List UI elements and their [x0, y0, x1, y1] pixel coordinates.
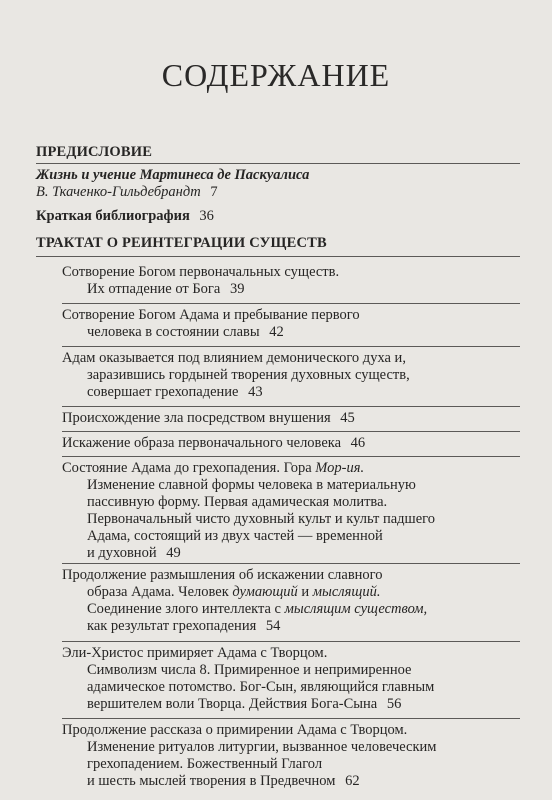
- toc-entry[interactable]: [62, 435, 520, 452]
- page-number: 46: [350, 435, 366, 451]
- entry-line: Первоначальный чисто духовный культ и культ падшего: [87, 511, 435, 527]
- entry-rule: [62, 641, 520, 642]
- entry-line: Изменение ритуалов литургии, вызванное человеческим: [87, 739, 437, 755]
- entry-line-text: Состояние Адама до грехопадения. Гора: [62, 460, 316, 476]
- entry-last-line: [36, 208, 520, 225]
- toc-entry[interactable]: [62, 722, 520, 790]
- entry-line: Изменение славной формы человека в материальную: [87, 477, 416, 493]
- entry-line: пассивную форму. Первая адамическая молитва.: [87, 494, 388, 510]
- section-heading-treatise: ТРАКТАТ О РЕИНТЕГРАЦИИ СУЩЕСТВ: [36, 235, 327, 251]
- section-heading-preface: ПРЕДИСЛОВИЕ: [36, 144, 153, 160]
- entry-rule: [62, 303, 520, 304]
- page-number: 43: [248, 384, 263, 400]
- entry-title: Краткая библиография: [36, 208, 190, 224]
- entry-rule: [62, 718, 520, 719]
- toc-entry[interactable]: [62, 460, 520, 562]
- entry-last-line: [62, 324, 520, 341]
- toc-entry[interactable]: [62, 307, 520, 341]
- toc-entry[interactable]: [62, 350, 520, 401]
- page-number: 36: [199, 208, 214, 224]
- section-rule: [36, 256, 520, 257]
- entry-rule: [62, 431, 520, 432]
- page-title: СОДЕРЖАНИЕ: [161, 57, 391, 93]
- toc-entry[interactable]: [62, 410, 520, 427]
- page-number: 56: [386, 696, 402, 712]
- entry-line-text: как результат грехопадения: [87, 618, 257, 634]
- toc-entry-life[interactable]: [36, 167, 520, 201]
- entry-line-text: Их отпадение от Бога: [87, 281, 221, 297]
- toc-entry[interactable]: [62, 567, 520, 635]
- entry-line: заразившись гордыней творения духовных существ,: [87, 367, 410, 383]
- entry-line: Продолжение размышления об искажении славного: [62, 567, 383, 583]
- entry-line: Адама, состоящий из двух частей — временной: [87, 528, 383, 544]
- toc-entry[interactable]: [62, 264, 520, 298]
- entry-line: адамическое потомство. Бог-Сын, являющийся главным: [87, 679, 435, 695]
- toc-entry-bibliography[interactable]: [36, 208, 520, 225]
- entry-line-italic: Мор-ия.: [315, 460, 365, 476]
- entry-line-text: Происхождение зла посредством внушения: [62, 410, 331, 426]
- entry-rule: [62, 346, 520, 347]
- entry-last-line: [36, 184, 520, 201]
- entry-last-line: [62, 696, 520, 713]
- entry-last-line: [62, 281, 520, 298]
- entry-line: [62, 584, 520, 601]
- entry-line-italic: мыслящий.: [312, 584, 381, 600]
- entry-line: Адам оказывается под влиянием демонического духа и,: [62, 350, 406, 366]
- entry-line: Сотворение Богом первоначальных существ.: [62, 264, 340, 280]
- entry-last-line: [62, 410, 520, 427]
- entry-line-text: и шесть мыслей творения в Предвечном: [87, 773, 336, 789]
- entry-last-line: [62, 773, 520, 790]
- entry-line-text: Искажение образа первоначального человека: [62, 435, 342, 451]
- entry-rule: [62, 406, 520, 407]
- page-number: 42: [269, 324, 284, 340]
- toc-entry[interactable]: [62, 645, 520, 713]
- entry-line-text: и духовной: [87, 545, 157, 561]
- entry-rule: [62, 456, 520, 457]
- entry-line: [62, 601, 520, 618]
- entry-line: Эли-Христос примиряет Адама с Творцом.: [62, 645, 328, 661]
- entry-last-line: [62, 618, 520, 635]
- entry-author: В. Ткаченко-Гильдебрандт: [36, 184, 201, 200]
- entry-last-line: [62, 545, 520, 562]
- entry-last-line: [62, 384, 520, 401]
- entry-line: Символизм числа 8. Примиренное и непримиренное: [87, 662, 412, 678]
- entry-line-italic: мыслящим существом,: [284, 601, 428, 617]
- entry-line-italic: думающий: [232, 584, 298, 600]
- entry-line: [62, 460, 520, 477]
- page-number: 39: [229, 281, 245, 297]
- page-number: 7: [210, 184, 218, 200]
- entry-line: грехопадением. Божественный Глагол: [87, 756, 323, 772]
- entry-line: Сотворение Богом Адама и пребывание первого: [62, 307, 360, 323]
- entry-line-text: вершителем воли Творца. Действия Бога-Сына: [87, 696, 378, 712]
- entry-line: Продолжение рассказа о примирении Адама с Творцом.: [62, 722, 408, 738]
- entry-line-text: совершает грехопадение: [87, 384, 239, 400]
- entry-line-text: Соединение злого интеллекта с: [87, 601, 285, 617]
- entry-line-text: образа Адама. Человек: [87, 584, 233, 600]
- page-number: 62: [345, 773, 360, 789]
- page-number: 54: [265, 618, 281, 634]
- entry-line-text: и: [297, 584, 313, 600]
- entry-line-text: человека в состоянии славы: [87, 324, 260, 340]
- section-rule: [36, 163, 520, 164]
- entry-rule: [62, 563, 520, 564]
- page-number: 45: [340, 410, 355, 426]
- entry-title: Жизнь и учение Мартинеса де Паскуалиса: [36, 167, 310, 183]
- page-number: 49: [166, 545, 181, 561]
- entry-last-line: [62, 435, 520, 452]
